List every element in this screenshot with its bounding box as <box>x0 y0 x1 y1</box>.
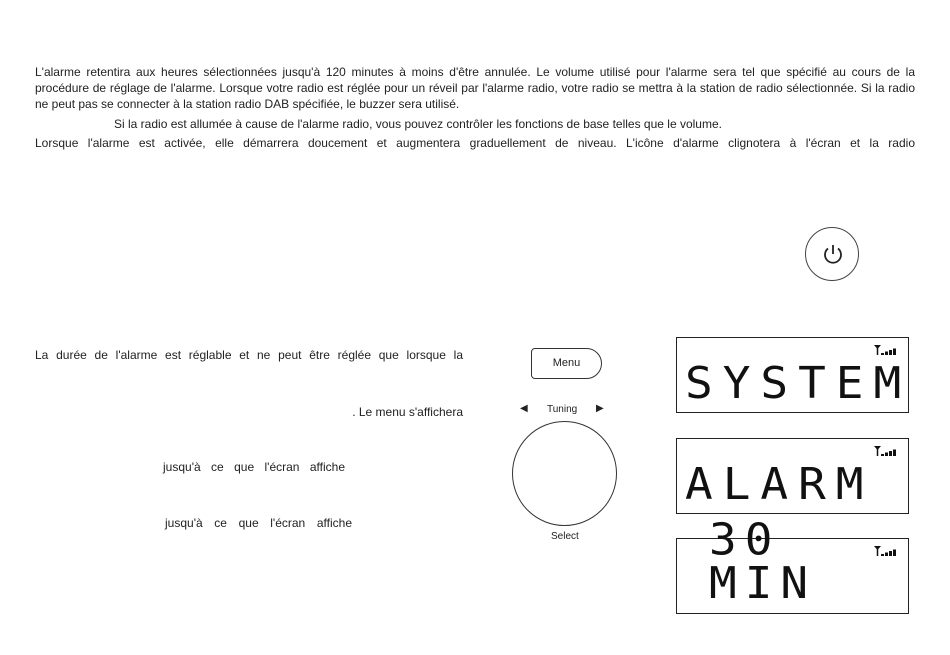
tuning-left-icon[interactable]: ◀ <box>520 403 528 414</box>
tuning-label: Tuning <box>547 404 578 415</box>
power-icon <box>821 243 845 267</box>
display-text: ALARM <box>685 458 874 510</box>
display-text: SYSTEM <box>685 357 912 409</box>
signal-icon <box>874 446 900 456</box>
step-until-display-1: jusqu'à ce que l'écran affiche <box>163 460 345 474</box>
step-alarm-duration: La durée de l'alarme est réglable et ne peut être réglée que lorsque la <box>35 348 463 362</box>
display-duration <box>676 513 909 614</box>
signal-icon <box>874 345 900 355</box>
display-system <box>676 337 912 413</box>
intro-paragraph: L'alarme retentira aux heures sélectionnées jusqu'à 120 minutes à moins d'être annulée. Le volume utilisé pour l'alarme sera tel que spécifié au cours de la procédure de réglage de l'alarme. Lorsque votre radio est réglée pour un réveil par l'alarme radio, votre radio se mettra à la station de radio sélectionnée. Si la radio ne peut pas se connecter à la station radio DAB spécifiée, le buzzer sera utilisé. <box>35 65 915 111</box>
tuning-right-icon[interactable]: ▶ <box>596 403 604 414</box>
display-alarm <box>676 438 909 514</box>
display-text: 30 MIN <box>709 513 817 609</box>
tuning-select-knob[interactable] <box>512 421 617 526</box>
menu-button[interactable]: Menu <box>531 348 602 379</box>
step-until-display-2: jusqu'à ce que l'écran affiche <box>165 516 352 530</box>
power-button[interactable] <box>805 227 859 281</box>
select-label: Select <box>551 531 579 542</box>
radio-alarm-note: Si la radio est allumée à cause de l'alarme radio, vous pouvez contrôler les fonctions de base telles que le volume. <box>114 117 722 131</box>
step-menu-shown: . Le menu s'affichera <box>352 405 463 419</box>
tuning-control <box>520 403 610 417</box>
alarm-activation-paragraph: Lorsque l'alarme est activée, elle démarrera doucement et augmentera graduellement de niveau. L'icône d'alarme clignotera à l'écran et la radio <box>35 136 915 150</box>
